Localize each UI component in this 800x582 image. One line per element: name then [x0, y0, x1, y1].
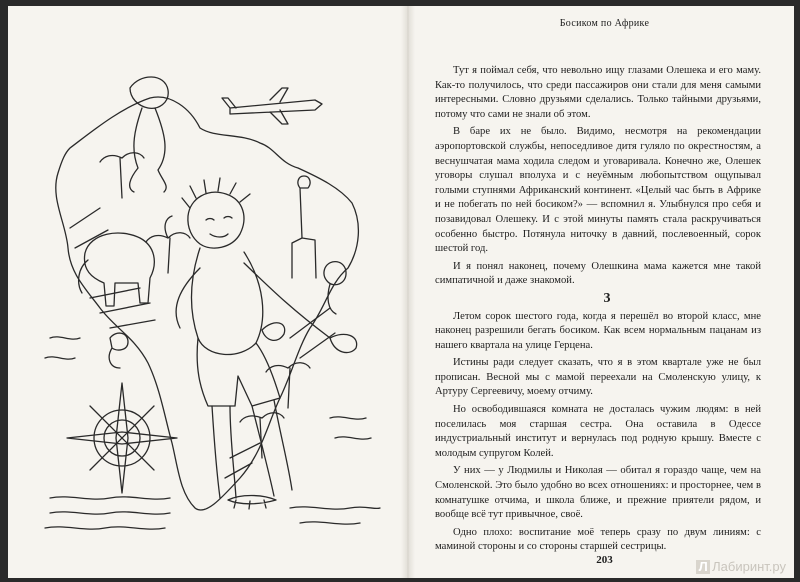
- book-spread: [8, 6, 794, 578]
- paragraph: В баре их не было. Видимо, несмотря на рекомендации аэропортовской службы, непоседливое дитя гуляло по окрестностям, а веснушчатая мама ходила следом и уговаривала. Конечно же, Олешек уговоры слушал вполуха и с неуёмным любопытством ощупывал голыми ступнями Африканский континент. «Целый час быть в Африке и не побегать по ней босиком?» — вспомнил я. Улыбнулся про себя и позавидовал Олешеку. И с этой минуты память стала раскручиваться особенно быстро. Потянула ниточку в давний, послевоенный, сорок шестой год.: [435, 126, 761, 255]
- watermark: [696, 559, 786, 574]
- paragraph: Летом сорок шестого года, когда я перешёл во второй класс, мне наконец разрешили бегать босиком. Как всем нормальным пацанам из нашего квартала на улице Герцена.: [435, 310, 761, 351]
- running-head: Босиком по Африке: [559, 18, 650, 29]
- body-text: [435, 64, 761, 558]
- paragraph: И я понял наконец, почему Олешкина мама кажется мне такой симпатичной и даже знакомой.: [435, 260, 761, 287]
- watermark-logo-icon: Л: [696, 560, 710, 574]
- chapter-number: 3: [603, 290, 611, 306]
- paragraph: Одно плохо: воспитание моё теперь сразу по двум линиям: с маминой стороны и со стороны старшей сестрицы.: [435, 526, 761, 553]
- watermark-text: Лабиринт.ру: [712, 559, 786, 574]
- paragraph: У них — у Людмилы и Николая — обитал я гораздо чаще, чем на Смоленской. Это было удобно во всех отношениях: и просторнее, чем в комнатушке отчима, и школа ближе, и прежние приятели рядом, и вообще всё тут привычное, своё.: [435, 465, 761, 521]
- left-page: [8, 6, 401, 578]
- paragraph: Тут я поймал себя, что невольно ищу глазами Олешека и его маму. Как-то получилось, что среди пассажиров они стали для меня самыми интересными. Словно друзьями сделались. Только тайными друзьями, потому что сами не знали об этом.: [435, 65, 761, 120]
- illustration-boy-africa: [30, 38, 385, 548]
- paragraph: Истины ради следует сказать, что я в этом квартале уже не был прописан. Весной мы с мамой переехали на Смоленскую улицу, к Артуру Сергеевичу, моему отчиму.: [435, 357, 761, 398]
- page-number: 203: [596, 554, 613, 566]
- right-page: [415, 6, 794, 578]
- paragraph: Но освободившаяся комната не досталась чужим людям: в ней поселилась моя старшая сестра. Она оставила в Одессе индустриальный институт и вернулась под родную крышу. Вместе с молодым супругом Колей.: [435, 404, 761, 459]
- gutter: [401, 6, 415, 578]
